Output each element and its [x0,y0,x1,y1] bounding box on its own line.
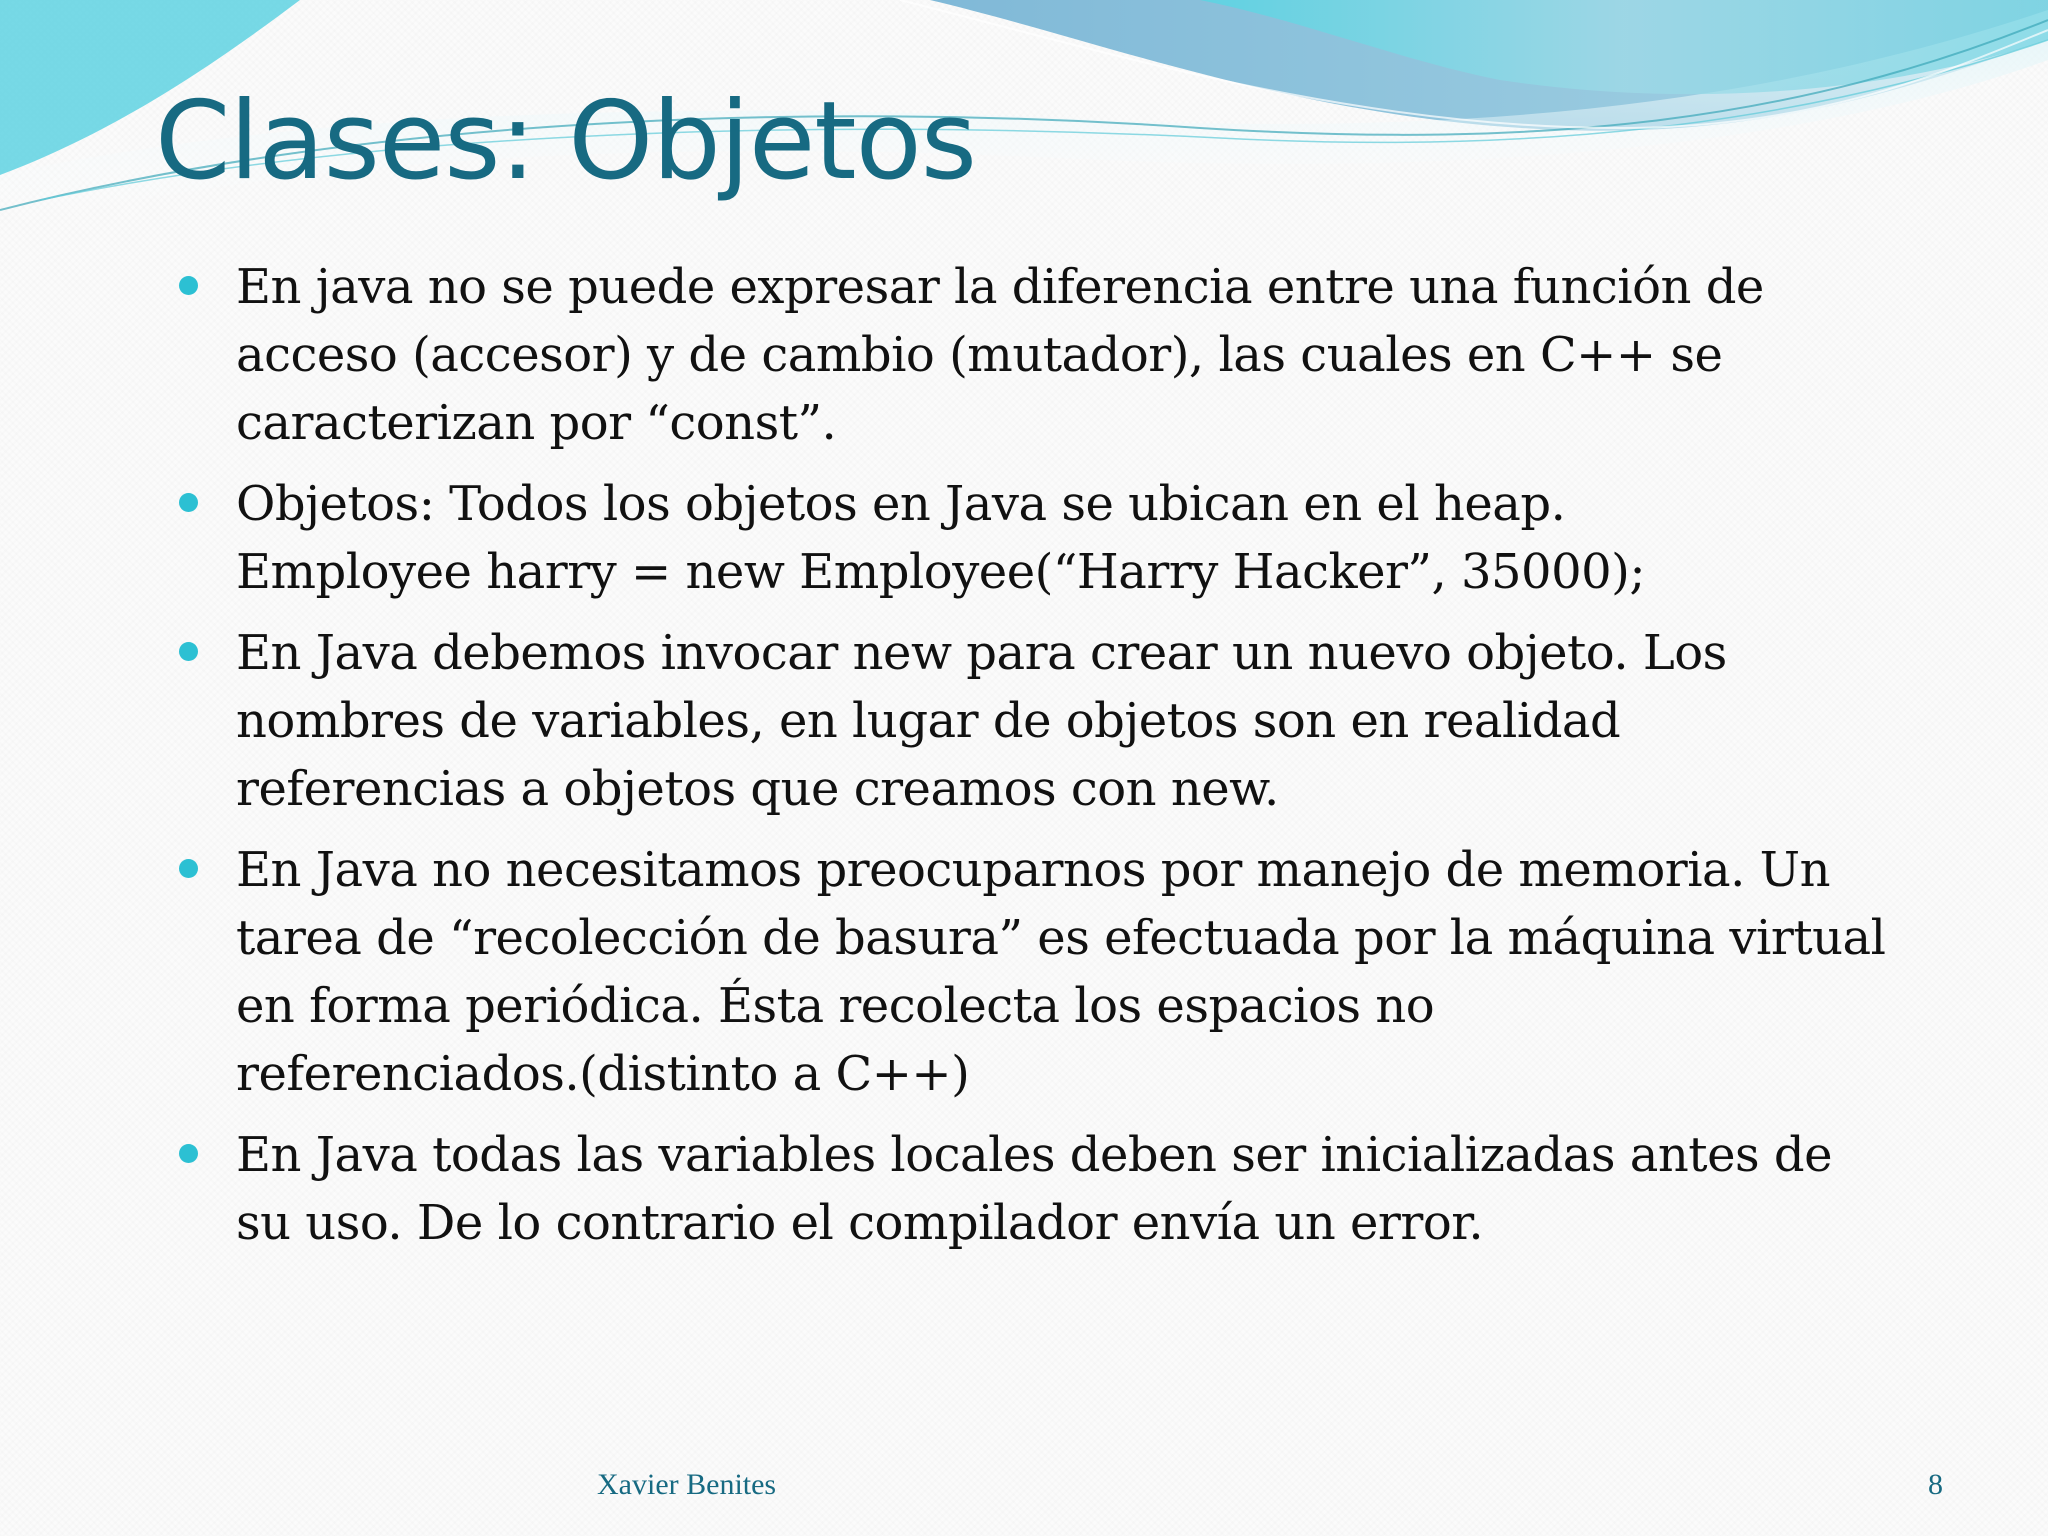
bullet-dot-icon [179,493,198,512]
bullet-text-line: referenciados.(distinto a C++) [236,1046,970,1102]
bullet-item-local-variables [0,1121,1916,1257]
bullet-text-line: caracterizan por “const”. [236,395,837,451]
footer-page-number: 8 [1928,1468,1943,1501]
bullet-item-garbage-collection [0,836,1916,1108]
bullet-dot-icon [179,1144,198,1163]
bullet-text-line: En java no se puede expresar la diferencia entre una función de [236,259,1764,315]
bullet-text-line: tarea de “recolección de basura” es efectuada por la máquina virtual [236,910,1886,966]
bullet-item-new-references [0,619,1916,823]
bullet-text-line: en forma periódica. Ésta recolecta los espacios no [236,978,1435,1034]
bullet-text-line: En Java todas las variables locales deben ser inicializadas antes de [236,1127,1833,1183]
bullet-list [0,253,2048,1270]
bullet-text-line: En Java no necesitamos preocuparnos por manejo de memoria. Un [236,842,1831,898]
bullet-dot-icon [179,642,198,661]
bullet-dot-icon [179,859,198,878]
bullet-text-line: referencias a objetos que creamos con new. [236,761,1279,817]
bullet-item-java-accessor-mutator [0,253,1916,457]
bullet-text-line: acceso (accesor) y de cambio (mutador), las cuales en C++ se [236,327,1723,383]
bullet-text-line: Employee harry = new Employee(“Harry Hacker”, 35000); [236,544,1646,600]
bullet-text-line: nombres de variables, en lugar de objetos son en realidad [236,693,1621,749]
bullet-text-line: su uso. De lo contrario el compilador envía un error. [236,1195,1484,1251]
footer-author: Xavier Benites [597,1468,777,1501]
bullet-text-line: En Java debemos invocar new para crear un nuevo objeto. Los [236,625,1727,681]
bullet-item-objects-heap [0,470,1916,606]
bullet-dot-icon [179,276,198,295]
bullet-text-line: Objetos: Todos los objetos en Java se ubican en el heap. [236,476,1566,532]
slide-title: Clases: Objetos [155,79,976,204]
